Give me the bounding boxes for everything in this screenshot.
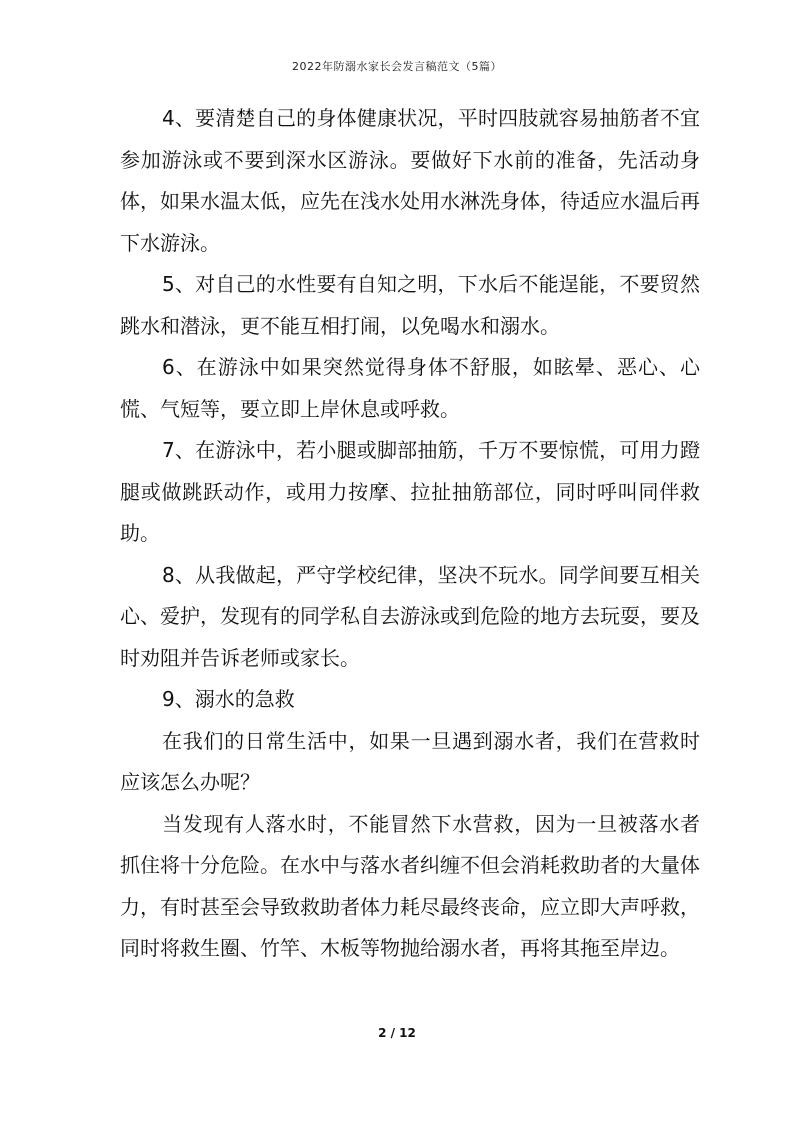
- page-number: 2 / 12: [378, 1026, 416, 1040]
- paragraph-rescue-advice: 当发现有人落水时，不能冒然下水营救，因为一旦被落水者抓住将十分危险。在水中与落水者纠缠不但会消耗救助者的大量体力，有时甚至会导致救助者体力耗尽最终丧命，应立即大声呼救，同时将救生圈、竹竿、木板等物抛给溺水者，再将其拖至岸边。: [120, 811, 700, 960]
- body-text: [120, 98, 700, 970]
- paragraph-item-4: 4、要清楚自己的身体健康状况，平时四肢就容易抽筋者不宜参加游泳或不要到深水区游泳。要做好下水前的准备，先活动身体，如果水温太低，应先在浅水处用水淋洗身体，待适应水温后再下水游泳。: [120, 106, 700, 255]
- section-heading-first-aid: 9、溺水的急救: [162, 687, 295, 711]
- paragraph-item-6: 6、在游泳中如果突然觉得身体不舒服，如眩晕、恶心、心慌、气短等，要立即上岸休息或呼救。: [120, 355, 700, 421]
- running-header: 2022年防溺水家长会发言稿范文（5篇）: [292, 60, 502, 73]
- paragraph-item-8: 8、从我做起，严守学校纪律，坚决不玩水。同学间要互相关心、爱护，发现有的同学私自去游泳或到危险的地方去玩耍，要及时劝阻并告诉老师或家长。: [120, 562, 700, 670]
- paragraph-item-5: 5、对自己的水性要有自知之明，下水后不能逞能，不要贸然跳水和潜泳，更不能互相打闹，以免喝水和溺水。: [120, 272, 700, 338]
- paragraph-question: 在我们的日常生活中，如果一旦遇到溺水者，我们在营救时应该怎么办呢？: [120, 728, 700, 794]
- paragraph-item-7: 7、在游泳中，若小腿或脚部抽筋，千万不要惊慌，可用力蹬腿或做跳跃动作，或用力按摩、拉扯抽筋部位，同时呼叫同伴救助。: [120, 438, 700, 545]
